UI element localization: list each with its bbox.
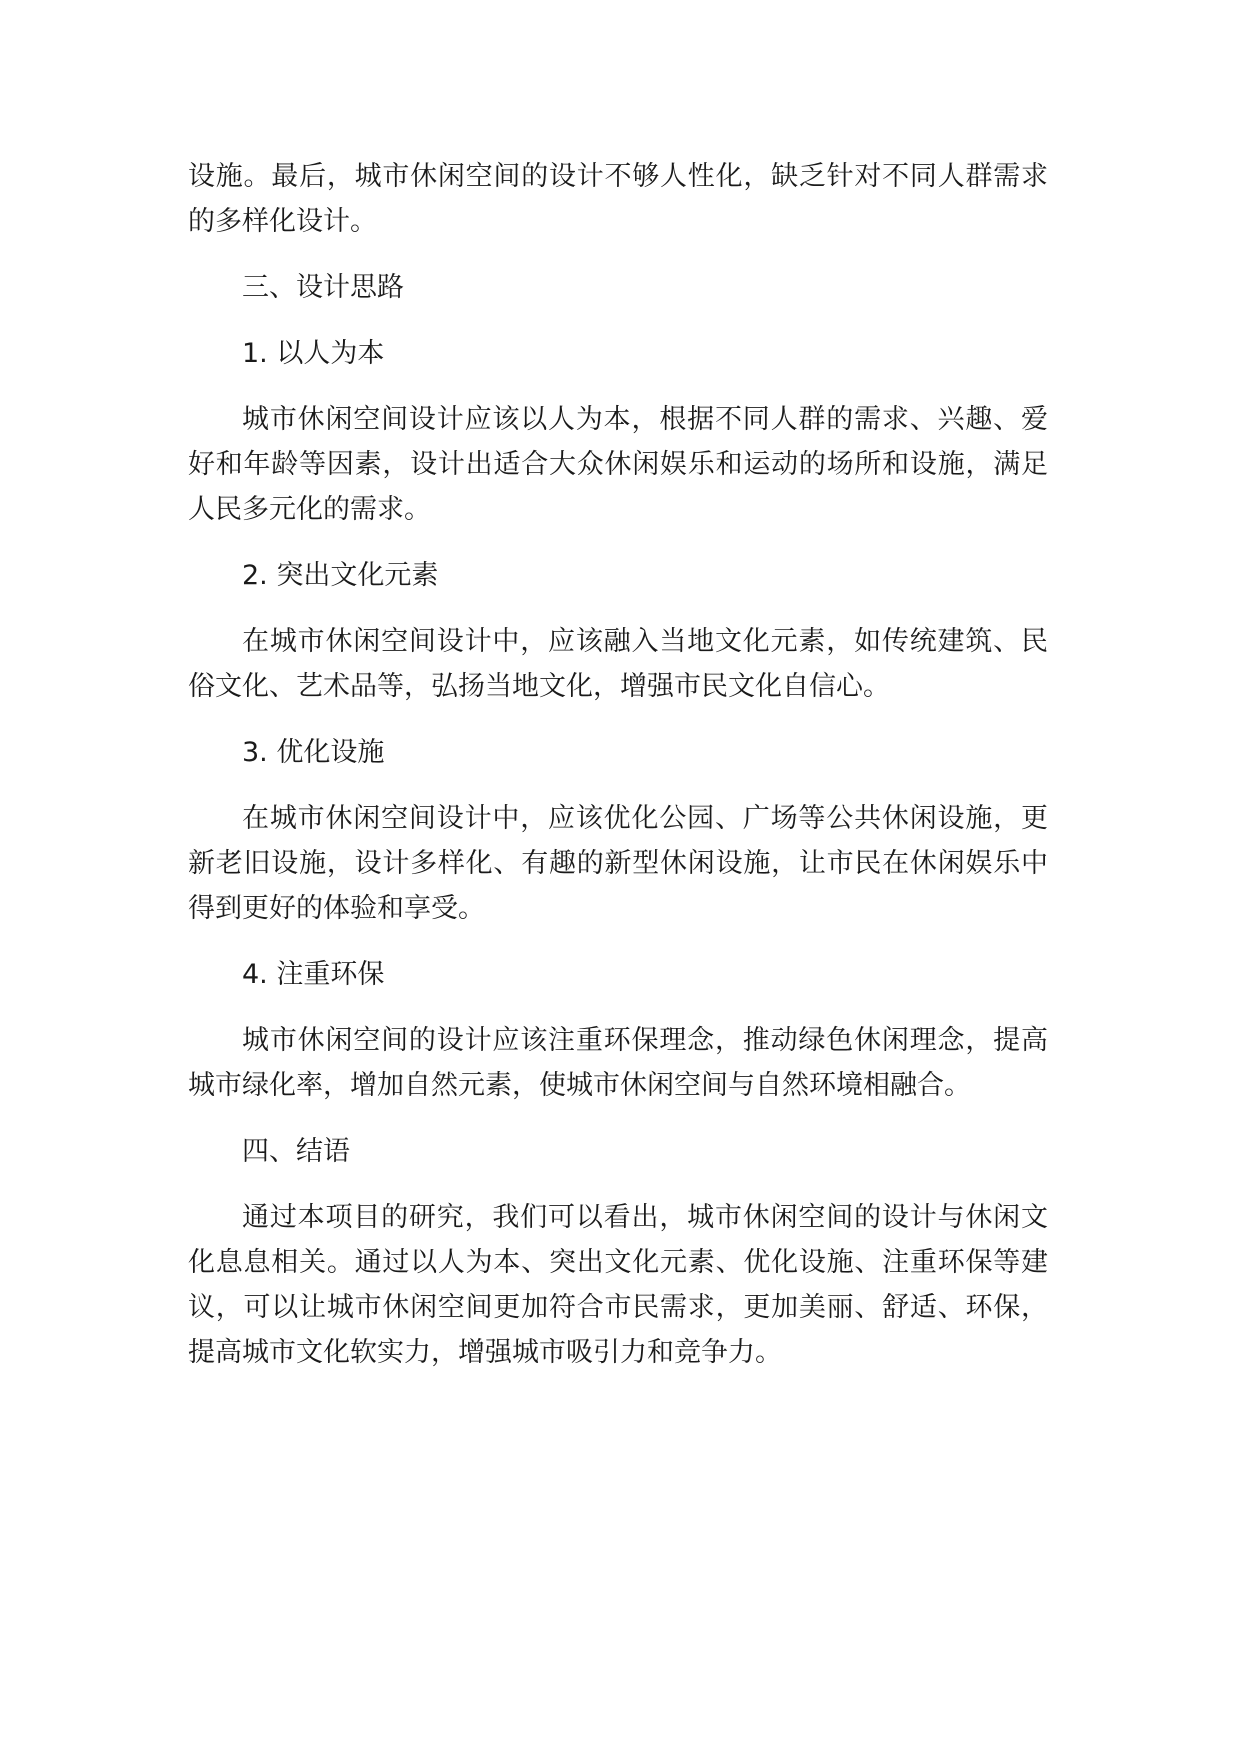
paragraph-cultural-elements: 在城市休闲空间设计中，应该融入当地文化元素，如传统建筑、民俗文化、艺术品等，弘扬当地文化，增强市民文化自信心。	[188, 626, 1048, 702]
document-body	[188, 154, 1048, 1396]
paragraph-conclusion: 通过本项目的研究，我们可以看出，城市休闲空间的设计与休闲文化息息相关。通过以人为本、突出文化元素、优化设施、注重环保等建议，可以让城市休闲空间更加符合市民需求，更加美丽、舒适、环保，提高城市文化软实力，增强城市吸引力和竞争力。	[188, 1202, 1048, 1368]
subheading-optimize-facilities: 3. 优化设施	[242, 737, 385, 768]
paragraph-optimize-facilities: 在城市休闲空间设计中，应该优化公园、广场等公共休闲设施，更新老旧设施，设计多样化、有趣的新型休闲设施，让市民在休闲娱乐中得到更好的体验和享受。	[188, 803, 1048, 924]
subheading-cultural-elements: 2. 突出文化元素	[242, 560, 439, 591]
subheading-people-oriented: 1. 以人为本	[242, 338, 385, 369]
paragraph-people-oriented: 城市休闲空间设计应该以人为本，根据不同人群的需求、兴趣、爱好和年龄等因素，设计出适合大众休闲娱乐和运动的场所和设施，满足人民多元化的需求。	[188, 404, 1048, 525]
paragraph-environmental: 城市休闲空间的设计应该注重环保理念，推动绿色休闲理念，提高城市绿化率，增加自然元素，使城市休闲空间与自然环境相融合。	[188, 1025, 1048, 1101]
section-heading-design-ideas: 三、设计思路	[242, 272, 404, 303]
section-heading-conclusion: 四、结语	[242, 1136, 350, 1167]
subheading-environmental: 4. 注重环保	[242, 959, 385, 990]
paragraph-continuation: 设施。最后，城市休闲空间的设计不够人性化，缺乏针对不同人群需求的多样化设计。	[188, 161, 1048, 237]
